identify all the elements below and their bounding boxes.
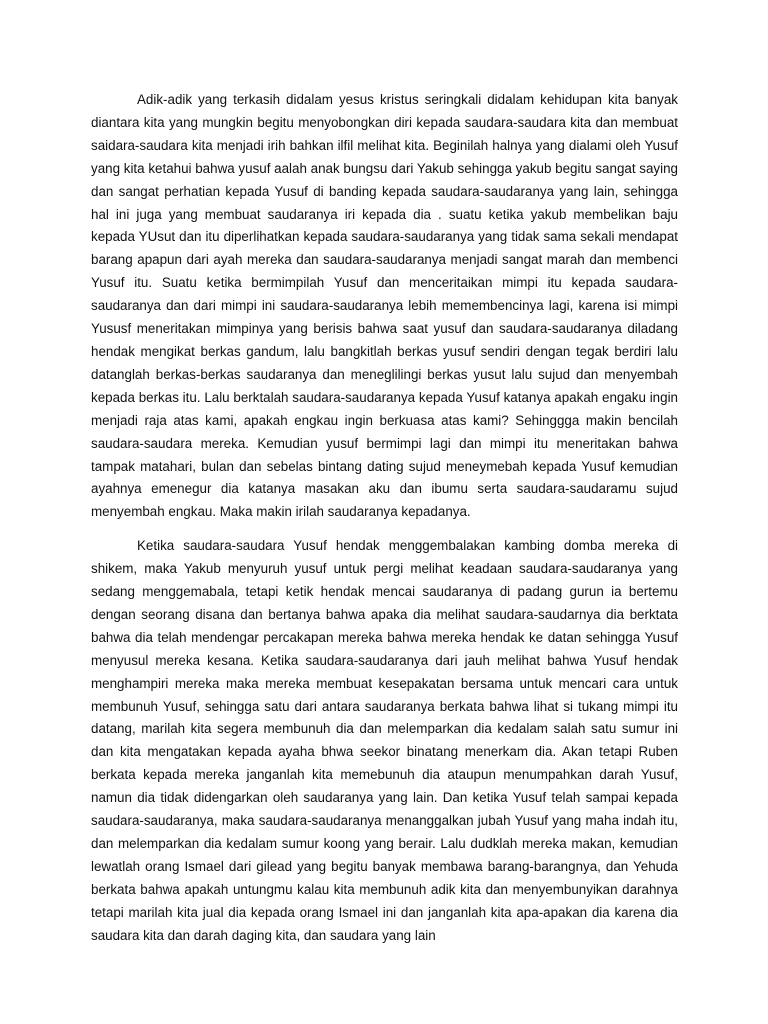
- paragraph-1: Adik-adik yang terkasih didalam yesus kristus seringkali didalam kehidupan kita banyak diantara kita yang mungkin begitu menyobongkan diri kepada saudara-saudara kita dan membuat saidara-saudara kita menjadi irih bahkan ilfil melihat kita. Beginilah halnya yang dialami oleh Yusuf yang kita ketahui bahwa yusuf aalah anak bungsu dari Yakub sehingga yakub begitu sangat saying dan sangat perhatian kepada Yusuf di banding kepada saudara-saudaranya yang lain, sehingga hal ini juga yang membuat saudaranya iri kepada dia . suatu ketika yakub membelikan baju kepada YUsut dan itu diperlihatkan kepada saudara-saudaranya yang tidak sama sekali mendapat barang apapun dari ayah mereka dan saudara-saudaranya menjadi sangat marah dan membenci Yusuf itu. Suatu ketika bermimpilah Yusuf dan menceritaikan mimpi itu kepada saudara-saudaranya dan dari mimpi ini saudara-saudaranya lebih memembencinya lagi, karena isi mimpi Yususf meneritakan mimpinya yang berisis bahwa saat yusuf dan saudara-saudaranya diladang hendak mengikat berkas gandum, lalu bangkitlah berkas yusuf sendiri dengan tegak berdiri lalu datanglah berkas-berkas saudaranya dan meneglilingi berkas yusut lalu sujud dan menyembah kepada berkas itu. Lalu berktalah saudara-saudaranya kepada Yusuf katanya apakah engaku ingin menjadi raja atas kami, apakah engkau ingin berkuasa atas kami? Sehinggga makin bencilah saudara-saudara mereka. Kemudian yusuf bermimpi lagi dan mimpi itu meneritakan bahwa tampak matahari, bulan dan sebelas bintang dating sujud meneymebah kepada Yusuf kemudian ayahnya emenegur dia katanya masakan aku dan ibumu serta saudara-saudaramu sujud menyembah engkau. Maka makin irilah saudaranya kepadanya.: [91, 92, 678, 520]
- paragraph-2: Ketika saudara-saudara Yusuf hendak menggembalakan kambing domba mereka di shikem, maka Yakub menyuruh yusuf untuk pergi melihat keadaan saudara-saudaranya yang sedang menggemabala, tetapi ketik hendak mencai saudaranya di padang gurun ia bertemu dengan seorang disana dan bertanya bahwa apaka dia melihat saudara-saudarnya dia berktata bahwa dia telah mendengar percakapan mereka bahwa mereka hendak ke datan sehingga Yusuf menyusul mereka kesana. Ketika saudara-saudaranya dari jauh melihat bahwa Yusuf hendak menghampiri mereka maka mereka membuat kesepakatan bersama untuk mencari cara untuk membunuh Yusuf, sehingga satu dari antara saudaranya berkata bahwa lihat si tukang mimpi itu datang, marilah kita segera membunuh dia dan melemparkan dia kedalam salah satu sumur ini dan kita mengatakan kepada ayaha bhwa seekor binatang menerkam dia. Akan tetapi Ruben berkata kepada mereka janganlah kita memebunuh dia ataupun menumpahkan darah Yusuf, namun dia tidak didengarkan oleh saudaranya yang lain. Dan ketika Yusuf telah sampai kepada saudara-saudaranya, maka saudara-saudaranya menanggalkan jubah Yusuf yang maha indah itu, dan melemparkan dia kedalam sumur koong yang berair. Lalu dudklah mereka makan, kemudian lewatlah orang Ismael dari gilead yang begitu banyak membawa barang-barangnya, dan Yehuda berkata bahwa apakah untungmu kalau kita membunuh adik kita dan menyembunyikan darahnya tetapi marilah kita jual dia kepada orang Ismael ini dan janganlah kita apa-apakan dia karena dia saudara kita dan darah daging kita, dan saudara yang lain: [91, 538, 678, 943]
- document-body: [91, 89, 678, 948]
